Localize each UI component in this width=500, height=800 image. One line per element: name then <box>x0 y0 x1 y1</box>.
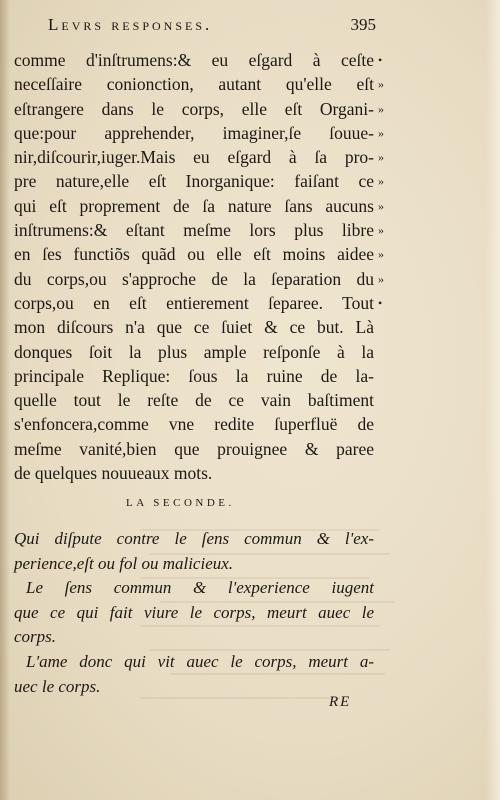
italic-line: Qui diſpute contre le ſens commun & l'ex- <box>14 529 374 548</box>
section-heading: LA SECONDE. <box>126 497 235 509</box>
italic-line: Le ſens commun & l'experience iugent <box>26 578 374 598</box>
italic-line: perience,eſt ou fol ou malicieux. <box>14 553 234 573</box>
page-gutter-shadow <box>0 0 10 800</box>
italic-argument-block <box>14 527 374 699</box>
italic-line: L'ame donc qui vit auec le corps, meurt a- <box>26 651 374 671</box>
italic-line: corps. <box>14 627 57 647</box>
margin-quotation-marks <box>378 48 396 315</box>
page-number: 395 <box>350 15 376 34</box>
margin-mark: » <box>378 125 384 140</box>
italic-line: que ce qui fait viure le corps, meurt auec le <box>14 602 374 622</box>
running-title: Levrs responses. <box>48 15 213 34</box>
text-line: qui eſt proprement de ſa nature ſans aucuns <box>14 195 374 216</box>
text-line: comme d'inſtrumens:& eu eſgard à ceſte <box>14 50 374 70</box>
text-line: en ſes functiõs quãd ou elle eſt moins aidee <box>14 244 374 265</box>
margin-mark: » <box>378 174 384 189</box>
text-line: pre nature,elle eſt Inorganique: faiſant ce <box>14 171 374 192</box>
text-line: mon diſcours n'a que ce ſuiet & ce but. Là <box>14 317 374 338</box>
text-line: donques ſoit la plus ample reſponſe à la <box>14 341 374 362</box>
text-line: corps,ou en eſt entierement ſeparee. Tout <box>14 292 374 313</box>
text-line: nir,diſcourir,iuger.Mais eu eſgard à ſa pro- <box>14 147 374 168</box>
text-line: que:pour apprehender, imaginer,ſe ſouue- <box>14 122 374 143</box>
text-line: s'enfoncera,comme vne redite ſuperfluë de <box>14 414 374 435</box>
text-line: du corps,ou s'approche de la ſeparation du <box>14 268 374 289</box>
text-line: principale Replique: ſous la ruine de la- <box>14 365 374 386</box>
margin-mark: » <box>378 77 384 92</box>
text-line: meſme vanité,bien que prouignee & paree <box>14 438 374 459</box>
margin-mark: » <box>378 150 384 165</box>
margin-mark: » <box>378 247 384 262</box>
text-line: de quelques nouueaux mots. <box>14 463 213 484</box>
italic-line: uec le corps. <box>14 676 101 696</box>
page-header <box>48 15 376 41</box>
margin-mark: » <box>378 271 384 286</box>
margin-mark: » <box>378 101 384 116</box>
main-text-block <box>14 48 374 485</box>
text-line: inſtrumens:& eſtant meſme lors plus libre <box>14 220 374 241</box>
margin-mark: » <box>378 198 384 213</box>
margin-mark: • <box>378 295 383 310</box>
page-edge-highlight <box>486 0 500 800</box>
text-line: eſtrangere dans le corps, elle eſt Organi- <box>14 98 374 119</box>
text-line: quelle tout le reſte de ce vain baſtiment <box>14 390 374 411</box>
margin-mark: » <box>378 223 384 238</box>
text-line: neceſſaire conionction, autant qu'elle eſt <box>14 74 374 95</box>
catchword: RE <box>329 694 352 710</box>
margin-mark: • <box>378 53 383 67</box>
